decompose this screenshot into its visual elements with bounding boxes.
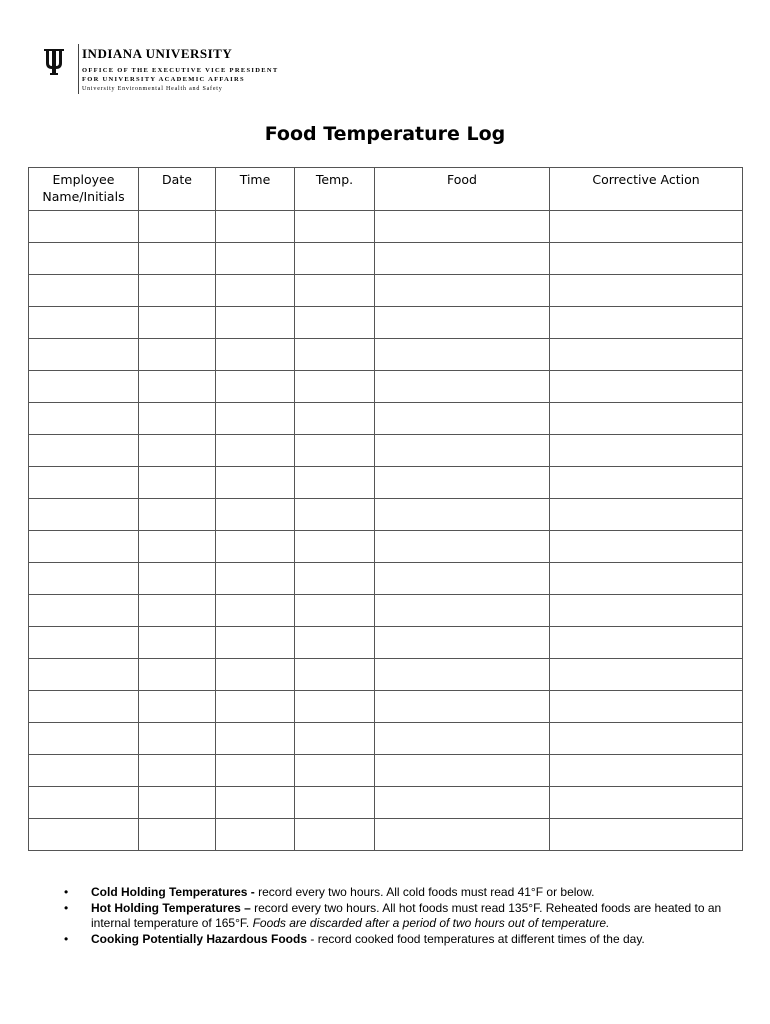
table-cell[interactable] xyxy=(550,819,743,851)
table-cell[interactable] xyxy=(216,659,295,691)
table-cell[interactable] xyxy=(216,787,295,819)
table-cell[interactable] xyxy=(550,563,743,595)
table-cell[interactable] xyxy=(295,691,375,723)
table-cell[interactable] xyxy=(216,403,295,435)
table-cell[interactable] xyxy=(550,531,743,563)
table-cell[interactable] xyxy=(375,339,550,371)
table-cell[interactable] xyxy=(375,435,550,467)
table-row xyxy=(29,307,743,339)
table-cell[interactable] xyxy=(375,563,550,595)
instruction-heading: Cooking Potentially Hazardous Foods xyxy=(91,932,308,946)
table-cell[interactable] xyxy=(216,627,295,659)
table-cell[interactable] xyxy=(139,339,216,371)
table-cell[interactable] xyxy=(295,595,375,627)
table-row xyxy=(29,531,743,563)
org-name: INDIANA UNIVERSITY xyxy=(82,46,233,61)
table-cell[interactable] xyxy=(295,243,375,275)
table-cell[interactable] xyxy=(295,339,375,371)
bullet-icon: • xyxy=(64,885,69,899)
table-row xyxy=(29,723,743,755)
instruction-text: - record cooked food temperatures at different times of the day. xyxy=(307,932,645,946)
table-cell[interactable] xyxy=(139,723,216,755)
column-header xyxy=(29,168,139,211)
table-cell[interactable] xyxy=(550,755,743,787)
instruction-item xyxy=(64,932,734,947)
table-cell[interactable] xyxy=(550,723,743,755)
table-cell[interactable] xyxy=(550,467,743,499)
table-cell[interactable] xyxy=(550,371,743,403)
table-cell[interactable] xyxy=(29,659,139,691)
table-cell[interactable] xyxy=(29,467,139,499)
table-row xyxy=(29,659,743,691)
table-cell[interactable] xyxy=(295,787,375,819)
table-cell[interactable] xyxy=(216,307,295,339)
table-body xyxy=(29,211,743,851)
table-cell[interactable] xyxy=(295,627,375,659)
table-cell[interactable] xyxy=(216,275,295,307)
column-header-label: Corrective Action xyxy=(592,172,700,187)
office-line-1: OFFICE OF THE EXECUTIVE VICE PRESIDENT xyxy=(82,67,279,74)
table-cell[interactable] xyxy=(295,371,375,403)
table-cell[interactable] xyxy=(295,211,375,243)
table-cell[interactable] xyxy=(29,595,139,627)
temperature-log-table xyxy=(28,167,743,851)
table-cell[interactable] xyxy=(29,275,139,307)
table-cell[interactable] xyxy=(375,787,550,819)
table-cell[interactable] xyxy=(550,211,743,243)
column-header-label: Time xyxy=(239,172,271,187)
table-cell[interactable] xyxy=(139,659,216,691)
table-cell[interactable] xyxy=(216,339,295,371)
table-cell[interactable] xyxy=(375,723,550,755)
table-cell[interactable] xyxy=(550,787,743,819)
table-cell[interactable] xyxy=(29,499,139,531)
table-cell[interactable] xyxy=(29,627,139,659)
table-cell[interactable] xyxy=(139,467,216,499)
table-cell[interactable] xyxy=(139,787,216,819)
table-cell[interactable] xyxy=(375,819,550,851)
table-cell[interactable] xyxy=(375,211,550,243)
table-cell[interactable] xyxy=(216,819,295,851)
table-cell[interactable] xyxy=(295,467,375,499)
column-header-label: Food xyxy=(447,172,477,187)
table-cell[interactable] xyxy=(550,307,743,339)
table-row xyxy=(29,435,743,467)
table-cell[interactable] xyxy=(550,275,743,307)
table-cell[interactable] xyxy=(139,435,216,467)
table-row xyxy=(29,755,743,787)
table-cell[interactable] xyxy=(295,755,375,787)
table-row xyxy=(29,467,743,499)
table-cell[interactable] xyxy=(29,243,139,275)
table-cell[interactable] xyxy=(550,691,743,723)
table-cell[interactable] xyxy=(29,755,139,787)
table-cell[interactable] xyxy=(216,595,295,627)
header-divider xyxy=(78,44,79,94)
table-row xyxy=(29,563,743,595)
table-cell[interactable] xyxy=(29,531,139,563)
table-row xyxy=(29,787,743,819)
table-cell[interactable] xyxy=(375,659,550,691)
table-cell[interactable] xyxy=(295,403,375,435)
table-cell[interactable] xyxy=(29,691,139,723)
table-cell[interactable] xyxy=(139,563,216,595)
table-cell[interactable] xyxy=(29,339,139,371)
table-cell[interactable] xyxy=(216,211,295,243)
page-title: Food Temperature Log xyxy=(264,123,506,145)
table-cell[interactable] xyxy=(139,371,216,403)
table-cell[interactable] xyxy=(139,499,216,531)
table-cell[interactable] xyxy=(29,819,139,851)
table-cell[interactable] xyxy=(216,563,295,595)
table-cell[interactable] xyxy=(216,691,295,723)
table-cell[interactable] xyxy=(550,435,743,467)
table-cell[interactable] xyxy=(216,755,295,787)
table-cell[interactable] xyxy=(216,371,295,403)
table-cell[interactable] xyxy=(29,563,139,595)
instruction-text: record every two hours. All hot foods must read 135°F. Reheated foods are heated to an internal temperature of 165°F. xyxy=(91,901,722,930)
office-line-2: FOR UNIVERSITY ACADEMIC AFFAIRS xyxy=(82,76,245,83)
table-row xyxy=(29,499,743,531)
table-row xyxy=(29,691,743,723)
table-cell[interactable] xyxy=(295,531,375,563)
table-cell[interactable] xyxy=(295,435,375,467)
column-header xyxy=(375,168,550,211)
table-cell[interactable] xyxy=(295,659,375,691)
table-cell[interactable] xyxy=(29,787,139,819)
table-cell[interactable] xyxy=(139,211,216,243)
column-header xyxy=(216,168,295,211)
table-cell[interactable] xyxy=(29,307,139,339)
instruction-item xyxy=(64,885,734,900)
table-cell[interactable] xyxy=(139,307,216,339)
table-cell[interactable] xyxy=(375,755,550,787)
instruction-item xyxy=(64,901,734,931)
table-cell[interactable] xyxy=(550,499,743,531)
table-row xyxy=(29,211,743,243)
table-cell[interactable] xyxy=(375,595,550,627)
table-cell[interactable] xyxy=(139,755,216,787)
column-header-label: Temp. xyxy=(315,172,354,187)
department-line: University Environmental Health and Safety xyxy=(82,86,223,92)
table-cell[interactable] xyxy=(139,403,216,435)
bullet-icon: • xyxy=(64,901,69,915)
iu-trident-icon xyxy=(42,47,66,77)
table-cell[interactable] xyxy=(375,627,550,659)
table-cell[interactable] xyxy=(29,723,139,755)
table-cell[interactable] xyxy=(29,403,139,435)
table-cell[interactable] xyxy=(139,531,216,563)
table-cell[interactable] xyxy=(29,435,139,467)
table-row xyxy=(29,339,743,371)
table-cell[interactable] xyxy=(295,723,375,755)
table-row xyxy=(29,627,743,659)
table-row xyxy=(29,371,743,403)
table-cell[interactable] xyxy=(295,563,375,595)
column-header xyxy=(139,168,216,211)
table-cell[interactable] xyxy=(550,627,743,659)
table-cell[interactable] xyxy=(550,595,743,627)
table-row xyxy=(29,275,743,307)
table-cell[interactable] xyxy=(375,499,550,531)
table-cell[interactable] xyxy=(216,723,295,755)
table-cell[interactable] xyxy=(550,243,743,275)
table-cell[interactable] xyxy=(295,307,375,339)
table-cell[interactable] xyxy=(216,531,295,563)
table-cell[interactable] xyxy=(295,499,375,531)
table-cell[interactable] xyxy=(139,819,216,851)
table-cell[interactable] xyxy=(139,595,216,627)
table-cell[interactable] xyxy=(375,403,550,435)
column-header xyxy=(550,168,743,211)
table-cell[interactable] xyxy=(29,211,139,243)
table-cell[interactable] xyxy=(375,467,550,499)
table-cell[interactable] xyxy=(550,339,743,371)
table-cell[interactable] xyxy=(29,371,139,403)
table-cell[interactable] xyxy=(139,275,216,307)
table-cell[interactable] xyxy=(550,659,743,691)
table-cell[interactable] xyxy=(375,275,550,307)
table-cell[interactable] xyxy=(139,627,216,659)
table-header-row xyxy=(29,168,743,211)
table-cell[interactable] xyxy=(375,531,550,563)
table-cell[interactable] xyxy=(216,243,295,275)
table-cell[interactable] xyxy=(295,275,375,307)
table-row xyxy=(29,403,743,435)
column-header-label: Employee xyxy=(52,172,115,187)
instruction-heading: Hot Holding Temperatures – xyxy=(91,901,251,915)
table-row xyxy=(29,243,743,275)
instruction-heading: Cold Holding Temperatures - xyxy=(91,885,255,899)
instruction-emphasis: Foods are discarded after a period of two hours out of temperature. xyxy=(252,916,610,930)
table-cell[interactable] xyxy=(550,403,743,435)
table-cell[interactable] xyxy=(375,243,550,275)
table-cell[interactable] xyxy=(295,819,375,851)
table-row xyxy=(29,595,743,627)
table-cell[interactable] xyxy=(139,691,216,723)
column-header xyxy=(295,168,375,211)
table-cell[interactable] xyxy=(216,499,295,531)
table-cell[interactable] xyxy=(375,371,550,403)
instruction-text: record every two hours. All cold foods must read 41°F or below. xyxy=(254,885,595,899)
table-row xyxy=(29,819,743,851)
table-cell[interactable] xyxy=(139,243,216,275)
table-cell[interactable] xyxy=(375,691,550,723)
table-cell[interactable] xyxy=(216,467,295,499)
column-header-label: Date xyxy=(162,172,192,187)
table-cell[interactable] xyxy=(375,307,550,339)
letterhead xyxy=(42,44,282,96)
table-cell[interactable] xyxy=(216,435,295,467)
column-header-label-line2: Name/Initials xyxy=(42,189,125,204)
instructions-list xyxy=(64,885,734,948)
bullet-icon: • xyxy=(64,932,69,946)
